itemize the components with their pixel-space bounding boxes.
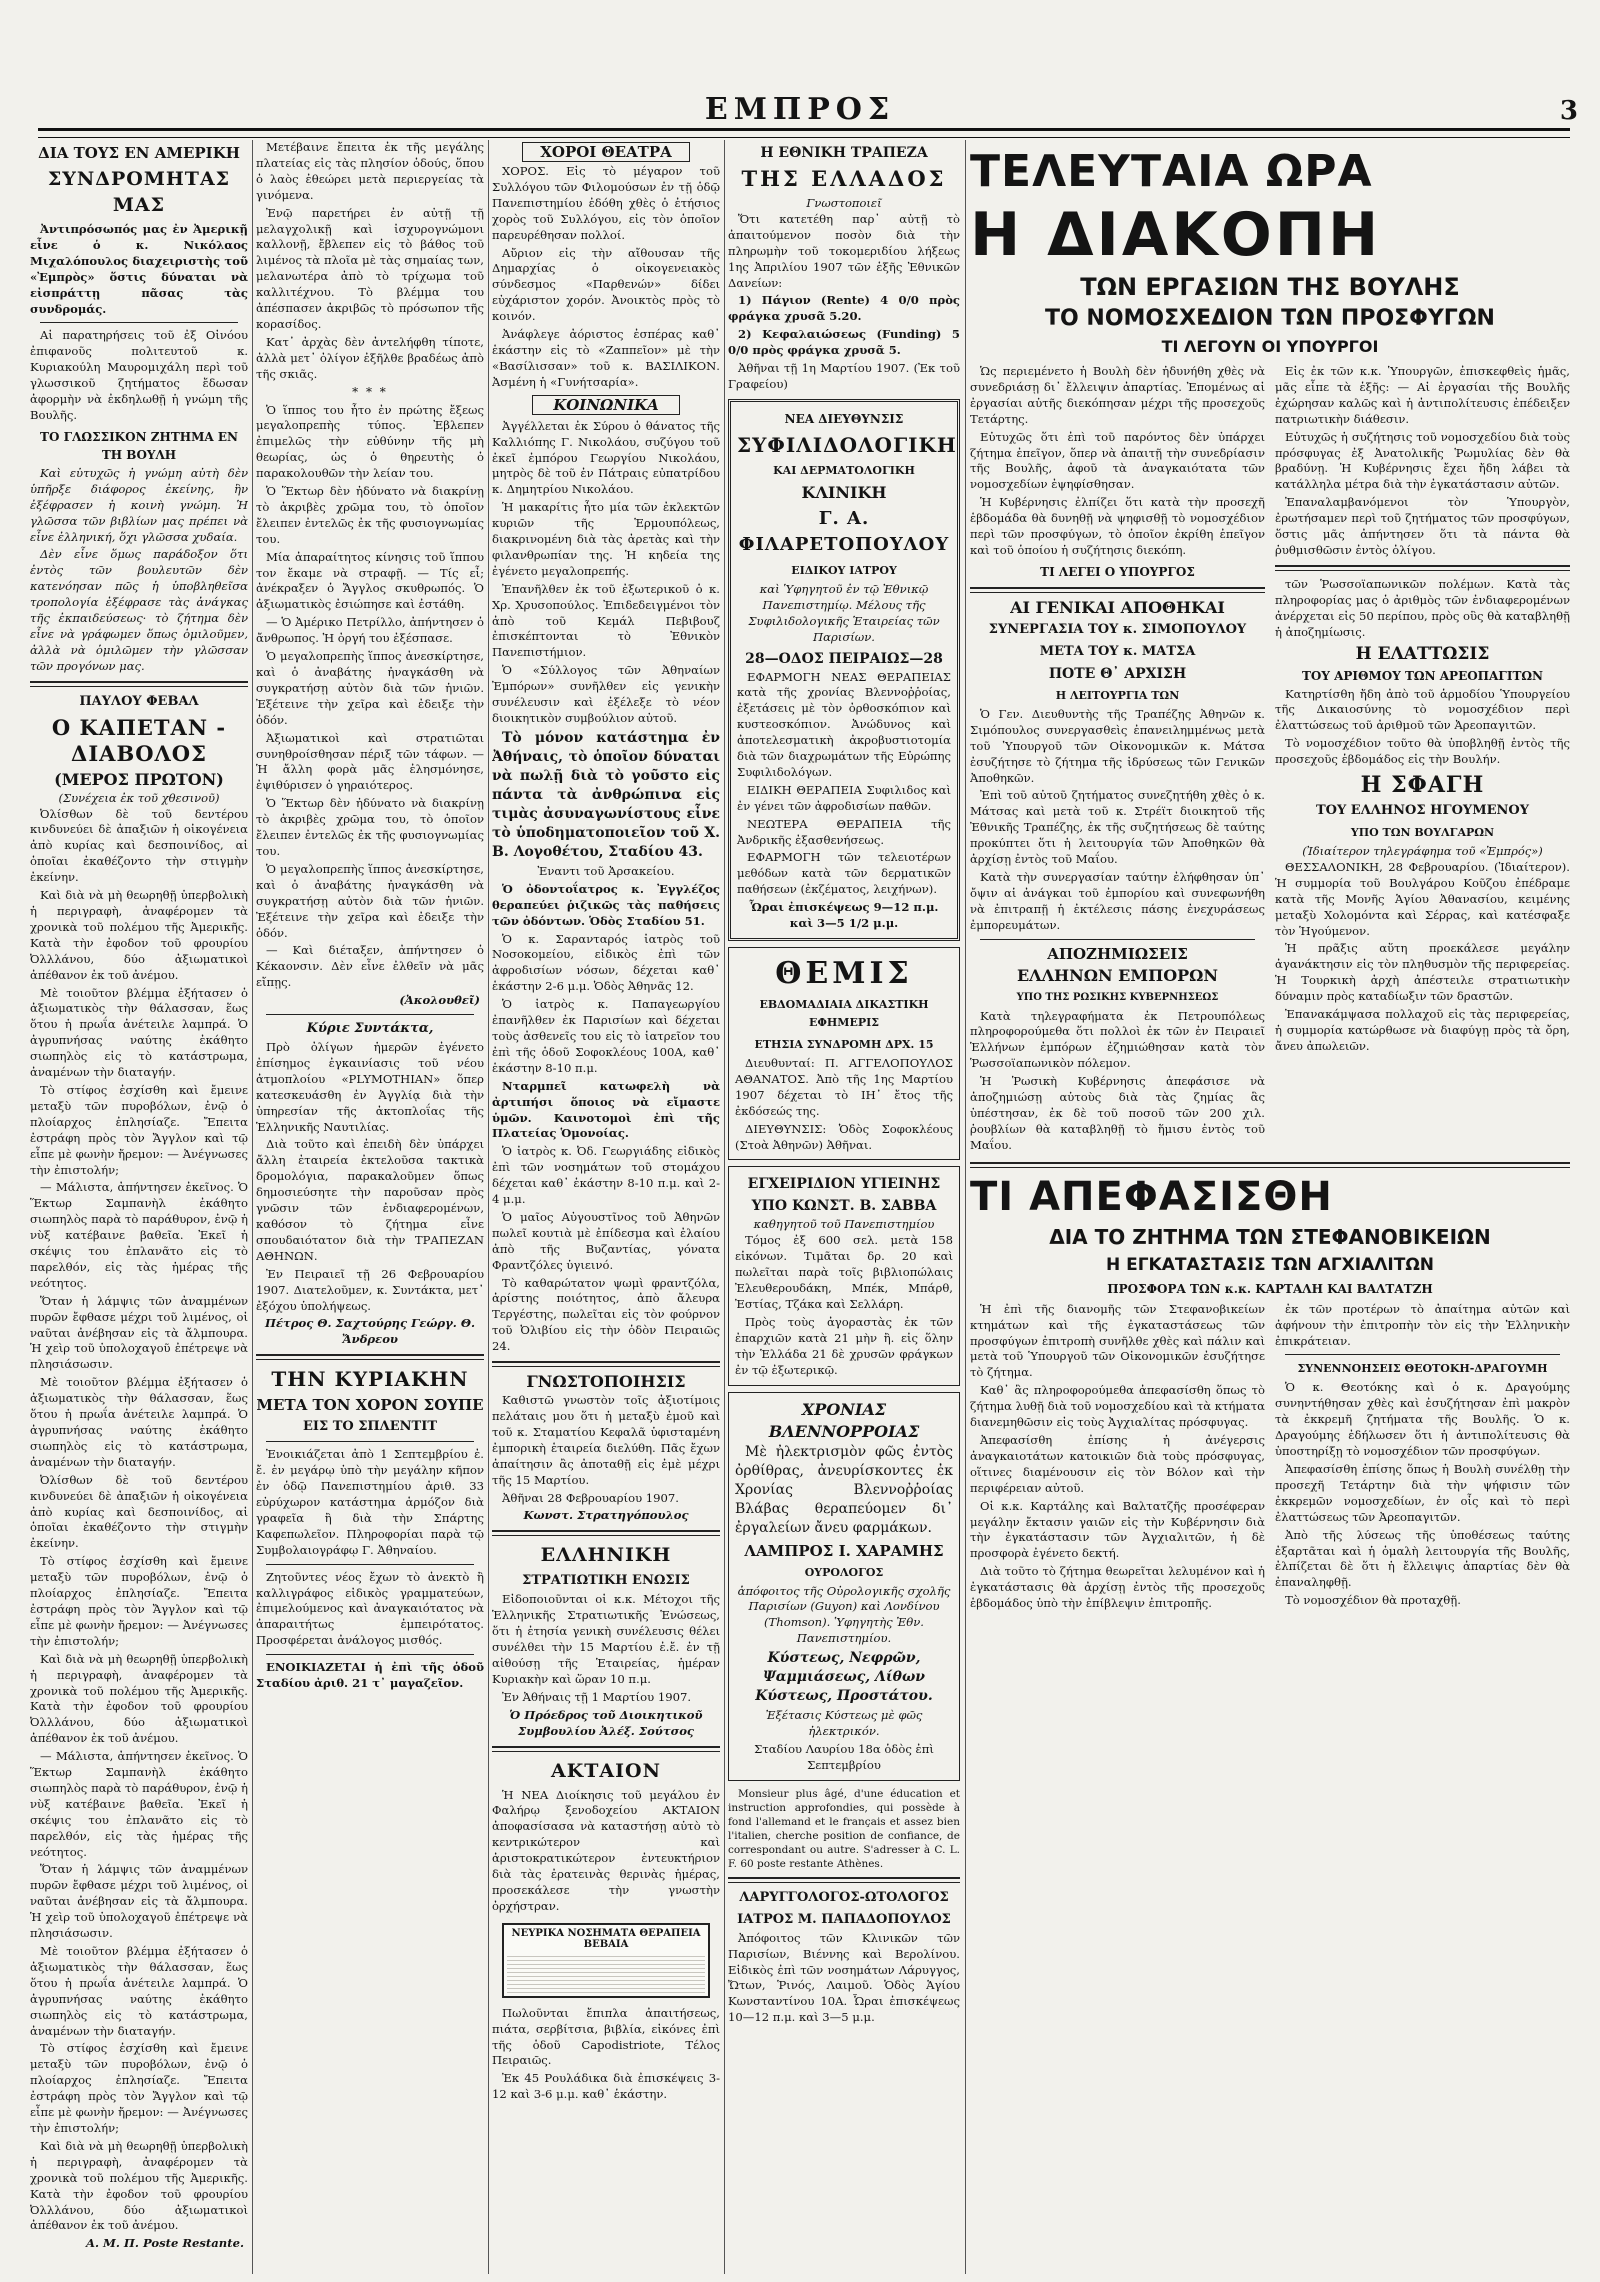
book-paragraph: Πρὸς τοὺς ἀγοραστὰς ἐκ τῶν ἐπαρχιῶν κατὰ 21 μὴν ἢ. εἰς ὅλην τὴν Ἑλλάδα 21 δὲ χρυσῶν φράγκων ἐν τῷ ἐξωτερικῷ. xyxy=(735,1314,953,1377)
headline-deck: ΤΙ ΛΕΓΟΥΝ ΟΙ ΥΠΟΥΡΓΟΙ xyxy=(1161,337,1379,356)
lead-story-right xyxy=(1275,364,1570,1156)
story-heading: ΣΥΝΕΝΝΟΗΣΕΙΣ ΘΕΟΤΟΚΗ-ΔΡΑΓΟΥΜΗ xyxy=(1297,1362,1548,1376)
section-heading: ΧΟΡΟΙ ΘΕΑΤΡΑ xyxy=(522,142,690,162)
ad-paragraph: Τὸ καθαρώτατον ψωμὶ φραντζόλα, ἀρίστης ποιότητος, ἀπὸ ἄλευρα Τεργέστης, πωλεῖται εἰς τὸν φούρνον τοῦ Ὀλιβίου εἰς τὴν ὁδὸν Πειραιῶς 24. xyxy=(492,1275,720,1354)
urologist-name: ΛΑΜΠΡΟΣ Ι. ΧΑΡΑΜΗΣ xyxy=(744,1541,944,1560)
themis-paragraph: Διευθυνταί: Π. ΑΓΓΕΛΟΠΟΥΛΟΣ ΑΘΑΝΑΤΟΣ. Ἀπὸ τῆς 1ης Μαρτίου 1907 δέχεται τὸ ΙΗ᾽ ἔτος τῆς ἐκδόσεώς της. xyxy=(735,1056,953,1118)
notice-paragraph: Καθιστῶ γνωστὸν τοῖς ἀξιοτίμοις πελάταις μου ὅτι ἡ μεταξὺ ἐμοῦ καὶ τοῦ κ. Σταματίου Κεφαλᾶ ὑφισταμένη ἐμπορικὴ ἑταιρεία διελύθη. Πᾶς ἔχων ἀπαίτησιν ἂς ἀποταθῇ εἰς ἐμὲ μέχρι τῆς 15 Μαρτίου. xyxy=(492,1393,720,1487)
ad-paragraph: Ὁ κ. Σαρανταρός ἰατρὸς τοῦ Νοσοκομείου, εἰδικὸς ἐπὶ τῶν ἀφροδισίων νόσων, δέχεται καθ᾽ ἑκάστην 2-6 μ.μ. Ὁδὸς Ἀθηνᾶς 12. xyxy=(492,931,720,994)
urologist-advertisement xyxy=(728,1392,960,1781)
separator xyxy=(980,939,1255,940)
notice-signature: Κωνστ. Στρατηγόπουλος xyxy=(523,1508,689,1523)
clinic-hours: Ὧραι ἐπισκέψεως 9—12 π.μ. καὶ 3—5 1/2 μ.μ. xyxy=(749,900,939,931)
classified-ad: Ἐκ 45 Ρουλάδικα διὰ ἐπισκέψεις 3-12 καὶ 3-6 μ.μ. καθ᾽ ἑκάστην. xyxy=(492,2071,720,2102)
story-subheading: ΥΠΟ ΤΩΝ ΒΟΥΛΓΑΡΩΝ xyxy=(1350,826,1495,840)
double-rule xyxy=(970,587,1265,593)
themis-subtitle: ΕΒΔΟΜΑΔΙΑΙΑ ΔΙΚΑΣΤΙΚΗ ΕΦΗΜΕΡΙΣ xyxy=(759,998,929,1029)
separator xyxy=(266,1564,474,1565)
book-author: ΥΠΟ ΚΩΝΣΤ. Β. ΣΑΒΒΑ xyxy=(751,1198,937,1215)
story-subheading: ΕΛΛΗΝΩΝ ΕΜΠΟΡΩΝ xyxy=(1016,965,1219,985)
serial-paragraph: Καὶ διὰ νὰ μὴ θεωρηθῇ ὑπερβολικὴ ἡ περιγραφὴ, ἀναφέρομεν τὰ χρονικὰ τοῦ πολέμου τῆς Ἀμερικῆς. Κατὰ τὴν ἐφοδον τοῦ φρουρίου Ὀλλλάνου, δύο ἀξιωματικοὶ ἀπέθανον ἐκ τοῦ ἀνέμου. xyxy=(30,888,248,982)
notice-subheading: ΣΤΡΑΤΙΩΤΙΚΗ ΕΝΩΣΙΣ xyxy=(522,1573,690,1589)
lead-paragraph: Ἡ Κυβέρνησις ἐλπίζει ὅτι κατὰ τὴν προσεχῆ ἑβδομάδα θὰ δυνηθῇ νὰ ψηφισθῇ τὸ νομοσχέδιον περὶ τῶν προσφύγων, τὸ ὁποῖον ἐκρίθη ἐπεῖγον καὶ τοῦ ὁποίου ἡ συζήτησις διεκόπη. xyxy=(970,495,1265,557)
section-stars: * * * xyxy=(352,384,388,399)
separator xyxy=(1285,1354,1560,1355)
letter-paragraph: Πρὸ ὀλίγων ἡμερῶν ἐγένετο ἐπίσημος ἐγκαινίασις τοῦ νέου ἀτμοπλοίου «PLYMOTHIAN» ὅπερ κατεσκευάσθη ἐν Ἀγγλίᾳ διὰ τὴν ὑπηρεσίαν τῆς ἀκτοπλοΐας τῆς Ἑλληνικῆς Ναυτιλίας. xyxy=(256,1040,484,1134)
heading: ΔΙΑ ΤΟΥΣ ΕΝ ΑΜΕΡΙΚΗ xyxy=(38,144,240,162)
telegram-note: (Ἰδιαίτερον τηλεγράφημα τοῦ «Ἐμπρός») xyxy=(1302,844,1543,859)
story-subheading: Η ΛΕΙΤΟΥΡΓΙΑ ΤΩΝ xyxy=(1055,688,1180,702)
notice-signature: Ὁ Πρόεδρος τοῦ Διοικητικοῦ Συμβουλίου Ἀλέξ. Σούτσος xyxy=(509,1707,703,1738)
double-rule xyxy=(492,1746,720,1752)
serial-paragraph: — Μάλιστα, ἀπήντησεν ἐκεῖνος. Ὁ Ἕκτωρ Σαμπανὴλ ἐκάθητο σιωπηλὸς παρὰ τὸ παράθυρον, ἐνῷ ἡ νὺξ κατέβαινε βαθεῖα. Ἐκεῖ ἡ σκέψις του ἐπλανᾶτο εἰς τὸ παρελθόν, εἰς τὰς ἡμέρας τῆς νεότητος. xyxy=(30,1749,248,1859)
double-rule xyxy=(1275,565,1570,571)
second-story-right xyxy=(1275,1302,1570,1614)
story-heading: Η ΕΛΑΤΤΩΣΙΣ xyxy=(1355,643,1490,664)
news-paragraph: Αὔριον εἰς τὴν αἴθουσαν τῆς Δημαρχίας ὁ οἰκογενειακὸς σύνδεσμος «Παρθενών» δίδει εὐχάριστον χορόν. Ἀνοικτὸς πρὸς τὸ κοινόν. xyxy=(492,245,720,324)
serial-paragraph: Ὁ μεγαλοπρεπὴς ἵππος ἀνεσκίρτησε, καὶ ὁ ἀναβάτης ἠναγκάσθη νὰ συγκρατήσῃ αὐτὸν διὰ τῶν ἡνιῶν. Ἐξέτεινε τὴν χεῖρα καὶ ἐδειξε τὴν ὁδόν. xyxy=(256,649,484,727)
ad-heading: ΕΙΣ ΤΟ ΣΠΛΕΝΤΙΤ xyxy=(302,1419,437,1435)
ad-paragraph: Ἐναντι τοῦ Ἀρσακείου. xyxy=(537,863,675,878)
bank-heading: Η ΕΘΝΙΚΗ ΤΡΑΠΕΖΑ xyxy=(760,145,928,161)
book-subtitle: καθηγητοῦ τοῦ Πανεπιστημίου xyxy=(753,1217,935,1232)
bank-subheading: Γνωστοποιεῖ xyxy=(806,196,882,210)
classified-ad: Ζητοῦντες νέος ἔχων τὸ ἀνεκτὸ ἢ καλλιγράφος εἰδικὸς γραμματεύων, ἐπιμελούμενος καὶ ἀναγκαιότατος νὰ ἀπαραιτήτως ἐμπειρότατος. Προσφέρεται ἀνάλογος μισθός. xyxy=(256,1569,484,1648)
double-rule xyxy=(256,1354,484,1360)
second-headline-deck: Η ΕΓΚΑΤΑΣΤΑΣΙΣ ΤΩΝ ΑΓΧΙΑΛΙΤΩΝ xyxy=(1105,1254,1435,1275)
story-paragraph: ἐκ τῶν προτέρων τὸ ἀπαίτημα αὐτῶν καὶ ἀφήνουν τὴν ἐπιτροπὴν τὸν εἰς τὴν Ἑλληνικὴν ἐπικράτειαν. xyxy=(1275,1301,1570,1348)
story-heading: ΑΙ ΓΕΝΙΚΑΙ ΑΠΟΘΗΚΑΙ xyxy=(1010,597,1225,617)
lead-paragraph: Εὐτυχῶς ὅτι ἐπὶ τοῦ παρόντος δὲν ὑπάρχει ζήτημα ἐπεῖγον, ὅπερ νὰ ἀπαιτῇ τὴν συνεδρίασιν τῆς Βουλῆς, ἀφοῦ τὰ ἀναγκαιότατα τῶν νομοσχεδίων ἐψηφίσθησαν. xyxy=(970,429,1265,492)
story-subheading: ΤΟΥ ΕΛΛΗΝΟΣ ΗΓΟΥΜΕΝΟΥ xyxy=(1316,803,1529,819)
double-rule xyxy=(492,1361,720,1367)
urology-heading: ΧΡΟΝΙΑΣ xyxy=(801,1399,887,1419)
heading: ΣΥΝΔΡΟΜΗΤΑΣ ΜΑΣ xyxy=(47,168,231,216)
story-subheading: ΠΟΤΕ Θ᾽ ΑΡΧΙΣΗ xyxy=(1048,665,1187,682)
hotel-paragraph: Ἡ ΝΕΑ Διοίκησις τοῦ μεγάλου ἐν Φαλήρῳ ξενοδοχείου ΑΚΤΑΙΟΝ ἀποφασίσασα νὰ καταστήσῃ αὐτὸ τὸ κεντρικώτερον καὶ ἀριστοκρατικώτερον ἐντευκτήριον διὰ τὰς ἐρατεινὰς θερινὰς ἡμέρας, προσεκάλεσε τὴν γνωστὴν ὀρχήστραν. xyxy=(492,1787,720,1913)
serial-paragraph: Καὶ διὰ νὰ μὴ θεωρηθῇ ὑπερβολικὴ ἡ περιγραφὴ, ἀναφέρομεν τὰ χρονικὰ τοῦ πολέμου τῆς Ἀμερικῆς. Κατὰ τὴν ἐφοδον τοῦ φρουρίου Ὀλλλάνου, δύο ἀξιωματικοὶ ἀπέθανον ἐκ τοῦ ἀνέμου. xyxy=(30,2138,248,2233)
second-headline-deck: ΔΙΑ ΤΟ ΖΗΤΗΜΑ ΤΩΝ ΣΤΕΦΑΝΟΒΙΚΕΙΩΝ xyxy=(1049,1224,1491,1249)
clinic-heading: ΕΙΔΙΚΟΥ ΙΑΤΡΟΥ xyxy=(791,563,897,577)
serial-paragraph: — Ὁ Ἀμέρικο Πετρίλλο, ἀπήντησεν ὁ ἄνθρωπος. Ἡ ὀργή του ἐξέσπασε. xyxy=(256,615,484,646)
serial-paragraph: Κατ᾽ ἀρχὰς δὲν ἀντελήφθη τίποτε, ἀλλὰ μετ᾽ ὀλίγον ἐξῆλθε βραδέως ἀπὸ τῆς σκιᾶς. xyxy=(256,334,484,381)
story-heading: Η ΣΦΑΓΗ xyxy=(1360,772,1485,799)
column-rule xyxy=(252,140,253,2274)
notice-date: Ἐν Ἀθήναις τῇ 1 Μαρτίου 1907. xyxy=(502,1689,692,1704)
serial-paragraph: Τὸ στίφος ἐσχίσθη καὶ ἔμεινε μεταξὺ τῶν πυροβόλων, ἐνῷ ὁ πλοίαρχος ἐπλησίαζε. Ἔπειτα ἐστράφη πρὸς τὸν Ἄγγλον καὶ τῷ εἶπε μὲ φωνὴν ἤρεμον: — Ἀνέγνωσες τὴν ἐπιστολήν; xyxy=(30,2041,248,2135)
letter-signature: Πέτρος Θ. Σαχτούρης Γεώργ. Θ. Ἄνδρεου xyxy=(265,1316,475,1347)
latest-news-banner: ΤΕΛΕΥΤΑΙΑ ΩΡΑ xyxy=(970,146,1373,197)
column-rule xyxy=(965,140,966,2274)
clinic-address: 28—ΟΔΟΣ ΠΕΙΡΑΙΩΣ—28 xyxy=(745,650,943,667)
themis-subscription: ΕΤΗΣΙΑ ΣΥΝΔΡΟΜΗ ΔΡΧ. 15 xyxy=(754,1038,934,1051)
bank-paragraph: Ὅτι κατετέθη παρ᾽ αὐτῇ τὸ ἀπαιτούμενον ποσὸν διὰ τὴν πληρωμὴν τοῦ τοκομεριδίου λήξεως 1ης Ἀπριλίου 1907 τῶν ἑξῆς Ἐθνικῶν Δανείων: xyxy=(728,211,960,290)
ad-paragraph: Ὁ ἰατρὸς κ. Παπαγεωργίου ἐπανῆλθεν ἐκ Παρισίων καὶ δέχεται τοὺς ἀσθενεῖς του εἰς τὸ ἰατρεῖον του ἐπὶ τῆς ὁδοῦ Σοφοκλέους 100Α, καθ᾽ ἑκάστην 8-10 π.μ. xyxy=(492,997,720,1075)
double-rule xyxy=(492,1530,720,1536)
separator xyxy=(266,1014,474,1015)
second-headline-deck: ΠΡΟΣΦΟΡΑ ΤΩΝ κ.κ. ΚΑΡΤΑΛΗ ΚΑΙ ΒΑΛΤΑΤΖΗ xyxy=(1107,1281,1433,1296)
classified-ad: ΕΝΟΙΚΙΑΖΕΤΑΙ ἡ ἐπὶ τῆς ὁδοῦ Σταδίου ἀριθ. 21 τ᾽ μαγαζεῖον. xyxy=(256,1660,484,1691)
story-paragraph: Κατὰ τὴν συνεργασίαν ταύτην ἐλήφθησαν ὑπ᾽ ὄψιν αἱ ἀνάγκαι τοῦ ἐμπορίου καὶ συνεφωνήθη νὰ ἐπιτραπῇ ἡ ἐκτέλεσις πάσης ἐνεχυράσεως ἐμπορευμάτων. xyxy=(970,869,1265,932)
boxed-advertisement xyxy=(502,1923,710,1998)
story-paragraph: Κατηρτίσθη ἤδη ἀπὸ τοῦ ἁρμοδίου Ὑπουργείου τῆς Δικαιοσύνης τὸ νομοσχέδιον περὶ ἐλαττώσεως τοῦ ἀριθμοῦ τῶν Ἀρεοπαγιτῶν. xyxy=(1275,686,1570,733)
second-story-columns xyxy=(970,1302,1570,1614)
story-paragraph: Κατὰ τηλεγραφήματα ἐκ Πετρουπόλεως πληροφορούμεθα ὅτι πολλοὶ ἐκ τῶν ἐν Πειραιεῖ Ἑλλήνων ἐμπόρων ἐζημιώθησαν κατὰ τὸν Ῥωσσοϊαπωνικὸν πόλεμον. xyxy=(970,1008,1265,1071)
column-2 xyxy=(256,140,484,2274)
news-paragraph: ΧΟΡΟΣ. Εἰς τὸ μέγαρον τοῦ Συλλόγου τῶν Φιλομούσων ἐν τῇ ὁδῷ Πανεπιστημίου ἐδόθη χθὲς ὁ ἐτήσιος χορὸς τοῦ Συλλόγου, εἰς τὸν ὁποῖον παρευρέθησαν πολλοί. xyxy=(492,164,720,242)
story-paragraph: Οἱ κ.κ. Καρτάλης καὶ Βαλτατζῆς προσέφεραν μεγάλην ἔκτασιν γαιῶν εἰς τὴν Κυβέρνησιν διὰ τὴν ἐγκατάστασιν τῶν Ἀγχιαλιτῶν, ἡ δὲ προσφορὰ ἐγένετο δεκτή. xyxy=(970,1498,1265,1561)
serial-paragraph: Μὲ τοιοῦτον βλέμμα ἐξήτασεν ὁ ἀξιωματικὸς τὴν θάλασσαν, ἕως ὅτου ἡ πρωΐα ἀνέτειλε λαμπρά. Ὁ ἀγρυπνήσας ναύτης ἐκάθητο σιωπηλὸς εἰς τὸ κατάστρωμα, ἀναμένων τὴν διαταγήν. xyxy=(30,1375,248,1469)
serial-part: (ΜΕΡΟΣ ΠΡΩΤΟΝ) xyxy=(54,769,224,789)
letter-paragraph: Ἐν Πειραιεῖ τῇ 26 Φεβρουαρίου 1907. Διατελοῦμεν, κ. Συντάκτα, μετ᾽ ἐξόχου ὑπολήψεως. xyxy=(256,1266,484,1313)
double-rule xyxy=(728,1877,960,1883)
news-paragraph: Ὁ «Σύλλογος τῶν Ἀθηναίων Ἐμπόρων» συνῆλθεν εἰς γενικὴν συνέλευσιν καὶ ἐξέλεξε τὸ νέον διοικητικὸν συμβούλιον αὐτοῦ. xyxy=(492,663,720,725)
continuation-note: (Συνέχεια ἐκ τοῦ χθεσινοῦ) xyxy=(58,790,220,805)
ad-paragraph: Ὁ ὀδοντοΐατρος κ. Ἐγγλέζος θεραπεύει ῥιζικῶς τὰς παθήσεις τῶν ὀδόντων. Ὁδὸς Σταδίου 51. xyxy=(492,881,720,928)
story-paragraph: Ἀπεφασίσθη ἐπίσης ἡ ἀνέγερσις ἀναγκαιοτάτων κατοικιῶν διὰ τοὺς πρόσφυγας, οἵτινες διαμένουσιν εἰς τὸν Βόλον καὶ τὴν περιφέρειαν αὐτοῦ. xyxy=(970,1432,1265,1495)
urology-paragraph: ἀπόφοιτος τῆς Οὐρολογικῆς σχολῆς Παρισίων (Guyon) καὶ Λονδίνου (Thomson). Ὑφηγητὴς Ἐθν. Πανεπιστημίου. xyxy=(737,1583,951,1646)
subheading: ΤΟ ΓΛΩΣΣΙΚΟΝ ΖΗΤΗΜΑ ΕΝ ΤΗ ΒΟΥΛΗ xyxy=(40,429,238,462)
story-paragraph: τῶν Ῥωσσοϊαπωνικῶν πολέμων. Κατὰ τὰς πληροφορίας μας ὁ ἀριθμὸς τῶν ἐνδιαφερομένων ἀνέρχεται εἰς 50 περίπου, πρὸς οὓς θὰ καταβληθῇ ἡ ἀποζημίωσις. xyxy=(1275,576,1570,639)
double-rule xyxy=(970,1162,1570,1168)
serial-paragraph: Ὅταν ἡ λάμψις τῶν ἀναμμένων πυρῶν ἔφθασε μέχρι τοῦ λιμένος, οἱ ναῦται ἀνέβησαν εἰς τὰ ἄλμπουρα. Ἡ χεὶρ τοῦ ὑπολοχαγοῦ ἐπέτρεψε νὰ πλησιάσωσιν. xyxy=(30,1862,248,1941)
classified-ad: Πωλοῦνται ἔπιπλα ἀπαιτήσεως, πιάτα, σερβίτσια, βιβλία, εἰκόνες ἐπὶ τῆς ὁδοῦ Capodistriote, Τέλος Πειραιῶς. xyxy=(492,2005,720,2068)
urology-paragraph: Ἐξέτασις Κύστεως μὲ φῶς ἠλεκτρικόν. xyxy=(765,1708,923,1739)
clinic-paragraph: καὶ Ὑφηγητοῦ ἐν τῷ Ἐθνικῷ Πανεπιστημίῳ. Μέλους τῆς Συφιλιδολογικῆς Ἑταιρείας τῶν Παρισίων. xyxy=(748,581,940,644)
ent-doctor: ΙΑΤΡΟΣ Μ. ΠΑΠΑΔΟΠΟΥΛΟΣ xyxy=(737,1911,951,1927)
letter-paragraph: Διὰ τοῦτο καὶ ἐπειδὴ δὲν ὑπάρχει ἄλλη ἐταιρεία ἐκτελοῦσα τακτικὰ δρομολόγια, παρακαλοῦμεν ὅπως δημοσιεύσητε τὴν παροῦσαν πρὸς γνῶσιν τῶν ἐνδιαφερομένων, καθόσον τὸ ζήτημα εἶνε σπουδαιότατον διὰ τὴν ΤΡΑΠΕΖΑΝ ΑΘΗΝΩΝ. xyxy=(256,1137,484,1263)
clinic-heading: ΣΥΦΙΛΙΔΟΛΟΓΙΚΗ xyxy=(737,432,957,457)
serial-paragraph: Μὲ τοιοῦτον βλέμμα ἐξήτασεν ὁ ἀξιωματικὸς τὴν θάλασσαν, ἕως ὅτου ἡ πρωΐα ἀνέτειλε λαμπρά. Ὁ ἀγρυπνήσας ναύτης ἐκάθητο σιωπηλὸς εἰς τὸ κατάστρωμα, ἀναμένων τὴν διαταγήν. xyxy=(30,985,248,1080)
story-paragraph: Τὸ νομοσχέδιον θὰ προταχθῇ. xyxy=(1285,1593,1461,1608)
book-title: ΕΓΧΕΙΡΙΔΙΟΝ ΥΓΙΕΙΝΗΣ xyxy=(747,1176,941,1193)
serial-paragraph: Μία ἀπαραίτητος κίνησις τοῦ ἵππου τον ἔκαμε νὰ στραφῇ. — Τίς εἶ; ἀνέκραξεν ὁ Ἄγγλος σκυθρωπός. Ὁ ἀξιωματικὸς ἐσιώπησε καὶ ἐστάθη. xyxy=(256,549,484,612)
urologist-title: ΟΥΡΟΛΟΓΟΣ xyxy=(804,1565,884,1579)
notice-heading: ΕΛΛΗΝΙΚΗ xyxy=(540,1544,672,1567)
story-paragraph: ΘΕΣΣΑΛΟΝΙΚΗ, 28 Φεβρουαρίου. (Ἰδιαίτερον). Ἡ συμμορία τοῦ Βουλγάρου Κοῦζου ἐπέδραμε κατὰ τῆς Μονῆς Ἁγίου Ἀθανασίου, κειμένης μεταξὺ Χολομόντα καὶ Σέρρας, καὶ κατέσφαξε τὸν Ἡγούμενον. xyxy=(1275,859,1570,938)
hotel-heading: ΑΚΤΑΙΟΝ xyxy=(551,1759,661,1782)
serial-paragraph: Ὅταν ἡ λάμψις τῶν ἀναμμένων πυρῶν ἔφθασε μέχρι τοῦ λιμένος, οἱ ναῦται ἀνέβησαν εἰς τὰ ἄλμπουρα. Ἡ χεὶρ τοῦ ὑπολοχαγοῦ ἐπέτρεψε νὰ πλησιάσωσιν. xyxy=(30,1293,248,1372)
lead-paragraph: Εἰς ἐκ τῶν κ.κ. Ὑπουργῶν, ἐπισκεφθεὶς ἡμᾶς, μᾶς εἶπε τὰ ἑξῆς: — Αἱ ἐργασίαι τῆς Βουλῆς ἐχώρησαν καλῶς καὶ ἡ ἀντιπολίτευσις ἐπέδειξεν πατριωτικὴν διάθεσιν. xyxy=(1275,364,1570,426)
serial-paragraph: — Καὶ διέταξεν, ἀπήντησεν ὁ Κέκαονσιν. Δὲν εἶνε ἐλθεῖν νὰ μᾶς εἴπῃς. xyxy=(256,943,484,990)
serial-paragraph: Μετέβαινε ἔπειτα ἐκ τῆς μεγάλης πλατείας εἰς τὰς πλησίον ὁδούς, ὅπου ὁ λαὸς ἐθεώρει μετὰ περιεργείας τὰ γινόμενα. xyxy=(256,140,484,202)
separator xyxy=(266,1441,474,1442)
clinic-paragraph: ΕΦΑΡΜΟΓΗ τῶν τελειοτέρων μεθόδων κατὰ τῶν δερματικῶν παθήσεων (ἐκζέματος, λειχήνων). xyxy=(737,850,951,897)
separator xyxy=(266,1654,474,1655)
classified-ad: Ἐνοικιάζεται ἀπὸ 1 Σεπτεμβρίου ἐ. ἔ. ἐν μεγάρῳ ὑπὸ τὴν μεγάλην κῆπον ἐν ὁδῷ Πανεπιστημίου ἀριθ. 33 εὐρύχωρον κατάστημα ἁρμόζον διὰ γραφεῖα ἢ διὰ τὴν Σπάρτης Καφεπωλεῖον. Πληροφορίαι παρὰ τῷ Συμβολαιογράφῳ Γ. Ἀθηναίου. xyxy=(256,1447,484,1557)
bank-paragraph: Ἀθῆναι τῇ 1η Μαρτίου 1907. (Ἐκ τοῦ Γραφείου) xyxy=(728,361,960,391)
author-heading: ΠΑΥΛΟΥ ΦΕΒΑΛ xyxy=(79,693,199,709)
story-subheading: ΥΠΟ ΤΗΣ ΡΩΣΙΚΗΣ ΚΥΒΕΡΝΗΣΕΩΣ xyxy=(1016,991,1219,1003)
double-rule xyxy=(30,681,248,687)
book-paragraph: Τόμος ἐξ 600 σελ. μετὰ 158 εἰκόνων. Τιμᾶται δρ. 20 καὶ πωλεῖται παρὰ τοῖς βιβλιοπώλαις Ἐλευθερουδάκη, Μπέκ, Μπάρθ, Ἐστίας, Τζάκα καὶ Σελλάρη. xyxy=(735,1233,953,1311)
letter-salutation: Κύριε Συντάκτα, xyxy=(306,1021,434,1037)
notice-paragraph: Εἰδοποιοῦνται οἱ κ.κ. Μέτοχοι τῆς Ἑλληνικῆς Στρατιωτικῆς Ἑνώσεως, ὅτι ἡ ἐτησία γενικὴ συνέλευσις θέλει συνέλθει τὴν 15 Μαρτίου ἐ.ἔ. ἐν τῇ αἰθούσῃ τῆς Ἑταιρείας, ἡμέραν Κυριακὴν καὶ ὥραν 10 π.μ. xyxy=(492,1592,720,1686)
clinic-advertisement xyxy=(728,399,960,941)
story-paragraph: Ἡ Ῥωσικὴ Κυβέρνησις ἀπεφάσισε νὰ ἀποζημιώσῃ αὐτοὺς διὰ τὰς ζημίας ἃς ὑπέστησαν, ἐκ δὲ τοῦ ποσοῦ τῶν 200 χιλ. ῥουβλίων θὰ καταβληθῇ τὸ ἥμισυ ἐντὸς τοῦ Μαΐου. xyxy=(970,1074,1265,1152)
column-1 xyxy=(30,140,248,2274)
column-4 xyxy=(728,140,960,2274)
headline-deck: ΤΟ ΝΟΜΟΣΧΕΔΙΟΝ ΤΩΝ ΠΡΟΣΦΥΓΩΝ xyxy=(1045,306,1495,331)
serial-paragraph: Ὀλίσθων δὲ τοῦ δεντέρου κινδυνεύει δὲ ἀπαξιῶν ἡ οἰκογένεια ἀπὸ κυρίας καὶ δεσποινίδος, αἱ ὁποῖαι ἐκαθέζοντο τὴν στιγμὴν ἐκείνην. xyxy=(30,1472,248,1551)
second-headline: ΤΙ ΑΠΕΦΑΣΙΣΘΗ xyxy=(970,1173,1333,1220)
serial-paragraph: — Μάλιστα, ἀπήντησεν ἐκεῖνος. Ὁ Ἕκτωρ Σαμπανὴλ ἐκάθητο σιωπηλὸς παρὰ τὸ παράθυρον, ἐνῷ ἡ νὺξ κατέβαινε βαθεῖα. Ἐκεῖ ἡ σκέψις του ἐπλανᾶτο εἰς τὸ παρελθόν, εἰς τὰς ἡμέρας τῆς νεότητος. xyxy=(30,1180,248,1290)
lead-story-left xyxy=(970,364,1265,1156)
story-heading: ΑΠΟΖΗΜΙΩΣΕΙΣ xyxy=(1047,944,1188,963)
clinic-doctor: Γ. Α. ΦΙΛΑΡΕΤΟΠΟΥΛΟΥ xyxy=(738,507,950,555)
ad-paragraph: Ὁ ἰατρὸς κ. Ὀδ. Γεωργιάδης εἰδικὸς ἐπὶ τῶν νοσημάτων τοῦ στομάχου δέχεται καθ᾽ ἑκάστην 8-10 π.μ. καὶ 2-4 μ.μ. xyxy=(492,1144,720,1207)
serial-paragraph: Ἀξιωματικοὶ καὶ στρατιῶται συνηθροίσθησαν πέριξ τῶν τάφων. — Ἡ ἄλλη φορὰ μᾶς ἐλησμόνησε, ἐψιθύρισεν ὁ γηραιότερος. xyxy=(256,730,484,793)
bank-paragraph: 1) Πάγιον (Rente) 4 0/0 πρὸς φράγκα χρυσᾶ 5.20. xyxy=(728,293,960,324)
serial-paragraph: Μὲ τοιοῦτον βλέμμα ἐξήτασεν ὁ ἀξιωματικὸς τὴν θάλασσαν, ἕως ὅτου ἡ πρωΐα ἀνέτειλε λαμπρά. Ὁ ἀγρυπνήσας ναύτης ἐκάθητο σιωπηλὸς εἰς τὸ κατάστρωμα, ἀναμένων τὴν διαταγήν. xyxy=(30,1944,248,2038)
ad-heading: ΤΗΝ ΚΥΡΙΑΚΗΝ xyxy=(271,1367,469,1392)
serial-paragraph: Ὁ μεγαλοπρεπὴς ἵππος ἀνεσκίρτησε, καὶ ὁ ἀναβάτης ἠναγκάσθη νὰ συγκρατήσῃ αὐτὸν διὰ τῶν ἡνιῶν. Ἐξέτεινε τὴν χεῖρα καὶ ἐδειξε τὴν ὁδόν. xyxy=(256,861,484,940)
ad-heading: ΜΕΤΑ ΤΟΝ ΧΟΡΟΝ ΣΟΥΠΕ xyxy=(256,1396,484,1415)
headline-deck: ΤΩΝ ΕΡΓΑΣΙΩΝ ΤΗΣ ΒΟΥΛΗΣ xyxy=(1080,273,1460,301)
serial-paragraph: Ἐνῷ παρετήρει ἐν αὐτῇ τῇ μελαγχολικῇ καὶ ἰσχυρογνώμονι καλλονῇ, ἔβλεπεν εἰς τὸ βάθος τοῦ λιμένος τὰ πλοῖα μὲ τὰς σημαίας των, μελανωτέρα ἀπὸ τὸ τρίχωμα τοῦ καλλιτέχνου. Τὸ βλέμμα του ἀπέσπασεν ἀκριβῶς τὸ πρόσωπον τῆς κορασίδος. xyxy=(256,205,484,331)
ent-heading: ΛΑΡΥΓΓΟΛΟΓΟΣ-ΩΤΟΛΟΓΟΣ xyxy=(739,1889,949,1905)
page-number: 3 xyxy=(1559,96,1578,126)
serial-paragraph: Ὁ Ἕκτωρ δὲν ἠδύνατο νὰ διακρίνῃ τὸ ἀκριβὲς χρῶμα του, τὸ ὁποῖον ἔλειπεν ἐντελῶς ἐκ τῆς φυσιογνωμίας του. xyxy=(256,484,484,546)
signature: Α. Μ. Π. Poste Restante. xyxy=(85,2236,244,2251)
themis-advertisement xyxy=(728,947,960,1160)
ad-paragraph: Ὁ μαῖος Αὐγουστῖνος τοῦ Ἀθηνῶν πωλεῖ κουτιὰ μὲ ἐπίδεσμα καὶ ἐλαίου ἀπὸ τῆς Βυζαντίας, γόνατα Φραντζόλες ὑγιεινό. xyxy=(492,1209,720,1272)
serial-paragraph: Καὶ διὰ νὰ μὴ θεωρηθῇ ὑπερβολικὴ ἡ περιγραφὴ, ἀναφέρομεν τὰ χρονικὰ τοῦ πολέμου τῆς Ἀμερικῆς. Κατὰ τὴν ἐφοδον τοῦ φρουρίου Ὀλλλάνου, δύο ἀξιωματικοὶ ἀπέθανον ἐκ τοῦ ἀνέμου. xyxy=(30,1651,248,1746)
masthead: ΕΜΠΡΟΣ xyxy=(704,92,896,127)
story-subheading: ΣΥΝΕΡΓΑΣΙΑ ΤΟΥ κ. ΣΙΜΟΠΟΥΛΟΥ xyxy=(988,621,1247,637)
lead-subheading: ΤΙ ΛΕΓΕΙ Ο ΥΠΟΥΡΓΟΣ xyxy=(1040,564,1195,579)
news-paragraph: Ἀνάφλεγε ἀόριστος ἐσπέρας καθ᾽ ἑκάστην εἰς τὸ «Ζαππεῖον» μὲ τὴν «Βασίλισσαν» τοῦ κ. ΒΑΣΙΛΙΚΟΝ. Ἀσμένη ἡ «Γυνήτσαρία». xyxy=(492,327,720,389)
clinic-heading: ΝΕΑ ΔΙΕΥΘΥΝΣΙΣ xyxy=(784,411,904,426)
boxed-ad-title: ΝΕΥΡΙΚΑ ΝΟΣΗΜΑΤΑ ΘΕΡΑΠΕΙΑ ΒΕΒΑΙΑ xyxy=(511,1927,701,1950)
article-paragraph: Καὶ εὐτυχῶς ἡ γνώμη αὐτὴ δὲν ὑπῆρξε διάφορος ἐκείνης, ἣν ἐξέφρασεν ἡ κοινὴ γνώμη. Ἡ γλῶσσα τῶν βιβλίων μας πρέπει νὰ εἶνε ἐλληνική, ὅχι γλῶσσα χυδαία. xyxy=(30,465,248,544)
notice-heading: ΓΝΩΣΤΟΠΟΙΗΣΙΣ xyxy=(526,1372,686,1392)
story-paragraph: Διὰ τοῦτο τὸ ζήτημα θεωρεῖται λελυμένον καὶ ἡ ἐγκατάστασις θὰ ἀρχίσῃ ἐντὸς τῆς προσεχοῦς ἑβδομάδος ὑπὸ τὴν ἐπίβλεψιν ἐπιτροπῆς. xyxy=(970,1564,1265,1611)
urology-address: Σταδίου Λαυρίου 18α ὁδὸς ἐπὶ Σεπτεμβρίου xyxy=(754,1741,934,1772)
main-headline: Η ΔΙΑΚΟΠΗ xyxy=(970,200,1382,270)
bank-heading: ΤΗΣ ΕΛΛΑΔΟΣ xyxy=(741,166,947,191)
column-rule xyxy=(488,140,489,2274)
notice-date: Ἀθῆναι 28 Φεβρουαρίου 1907. xyxy=(502,1490,679,1505)
story-paragraph: Τὸ νομοσχέδιον τοῦτο θὰ ὑποβληθῇ ἐντὸς τῆς προσεχοῦς ἑβδομάδος εἰς τὴν Βουλήν. xyxy=(1275,736,1570,767)
serial-paragraph: Τὸ στίφος ἐσχίσθη καὶ ἔμεινε μεταξὺ τῶν πυροβόλων, ἐνῷ ὁ πλοίαρχος ἐπλησίαζε. Ἔπειτα ἐστράφη πρὸς τὸν Ἄγγλον καὶ τῷ εἶπε μὲ φωνὴν ἤρεμον: — Ἀνέγνωσες τὴν ἐπιστολήν; xyxy=(30,1082,248,1177)
boxed-ad-fine-print xyxy=(507,1953,705,1993)
story-paragraph: Ἐπὶ τοῦ αὐτοῦ ζητήματος συνεζητήθη χθὲς ὁ κ. Μάτσας καὶ μετὰ τοῦ κ. Στρέϊτ διοικητοῦ τῆς Ἐθνικῆς Τραπέζης, ἐκ τῆς συζητήσεως δὲ ταύτης προκύπτει ὅτι ἡ λειτουργία τῶν Ἀποθηκῶν θὰ ἀρχίσῃ ἐντὸς τοῦ Μαΐου. xyxy=(970,788,1265,867)
clinic-heading: ΚΑΙ ΔΕΡΜΑΤΟΛΟΓΙΚΗ xyxy=(773,463,915,477)
book-advertisement xyxy=(728,1166,960,1385)
serial-paragraph: Ὁ ἵππος του ἦτο ἐν πρώτης ἔξεως μεγαλοπρεπὴς τύπος. Ἐβλεπεν ἐπιμελῶς τὴν εὐθύνην τῆς μὴ θεωρίας, ὡς ὁ θηρευτὴς ὁ παρακολουθῶν τὴν λείαν του. xyxy=(256,402,484,481)
serial-title: Ο ΚΑΠΕΤΑΝ - ΔΙΑΒΟΛΟΣ xyxy=(51,714,227,766)
clinic-heading: ΚΛΙΝΙΚΗ xyxy=(801,482,887,502)
lead-paragraph: Ὡς περιεμένετο ἡ Βουλὴ δὲν ἠδυνήθη χθὲς νὰ συνεδριάσῃ δι᾽ ἔλλειψιν ἀπαρτίας. Ἐπομένως αἱ ἐργασίαι αὐτῆς διεκόπησαν μέχρι τῆς προσεχοῦς Τετάρτης. xyxy=(970,364,1265,426)
ent-paragraph: Ἀπόφοιτος τῶν Κλινικῶν τῶν Παρισίων, Βιέννης καὶ Βερολίνου. Εἰδικὸς ἐπὶ τῶν νοσημάτων Λάρυγγος, Ὤτων, Ῥινός, Λαιμοῦ. Ὁδὸς Ἁγίου Κωνσταντίνου 10Α. Ὧραι ἐπισκέψεως 10—12 π.μ. καὶ 3—5 μ.μ. xyxy=(728,1930,960,2025)
section-heading: ΚΟΙΝΩΝΙΚΑ xyxy=(532,395,680,415)
story-subheading: ΜΕΤΑ ΤΟΥ κ. ΜΑΤΣΑ xyxy=(1039,643,1196,659)
story-paragraph: Ὁ Γεν. Διευθυντὴς τῆς Τραπέζης Ἀθηνῶν κ. Σιμόπουλος συνεργασθεὶς ἐπανειλημμένως μετὰ τοῦ Ὑπουργοῦ τῶν Οἰκονομικῶν κ. Μάτσα ἐσυζήτησε τὸ ζήτημα τῆς ἱδρύσεως τῶν Γενικῶν Ἀποθηκῶν. xyxy=(970,706,1265,785)
bank-paragraph: 2) Κεφαλαιώσεως (Funding) 5 0/0 πρὸς φράγκα χρυσᾶ 5. xyxy=(728,327,960,358)
column-3 xyxy=(492,140,720,2274)
story-paragraph: Ἀπεφασίσθη ἐπίσης ὅπως ἡ Βουλὴ συνέλθῃ τὴν προσεχῆ Τετάρτην διὰ τὴν ψήφισιν τῶν ἐκκρεμῶν νομοσχεδίων, ἐν οἷς καὶ τὸ περὶ ἐλαττώσεως τῶν Ἀρεοπαγιτῶν. xyxy=(1275,1461,1570,1524)
article-paragraph: Δὲν εἶνε ὅμως παράδοξον ὅτι ἐντὸς τῶν βουλευτῶν δὲν κατενόησαν πῶς ἡ ὑποβληθεῖσα τροπολογία ἐξέφρασε τὰς ἀνάγκας τῆς ἐκπαιδεύσεως· τὸ ζήτημα δὲν εἶνε νὰ γράφωμεν ὅπως ὁμιλοῦμεν, ἀλλὰ νὰ ὁμιλῶμεν τὴν γλῶσσαν τῶν προγόνων μας. xyxy=(30,547,248,673)
serial-paragraph: Ὁ Ἕκτωρ δὲν ἠδύνατο νὰ διακρίνῃ τὸ ἀκριβὲς χρῶμα του, τὸ ὁποῖον ἔλειπεν ἐντελῶς ἐκ τῆς φυσιογνωμίας του. xyxy=(256,796,484,858)
themis-title: ΘΕΜΙΣ xyxy=(775,956,913,991)
column-rule xyxy=(724,140,725,2274)
separator xyxy=(40,322,238,323)
news-paragraph: Ἐπανῆλθεν ἐκ τοῦ ἐξωτερικοῦ ὁ κ. Χρ. Χρυσοπούλος. Ἐπιδεδειγμένοι τὸν ἀπὸ τοῦ Κεμάλ Πεβιβουζ ἐπισκέπτονται τὸ Ἐθνικὸν Πανεπιστήμιον. xyxy=(492,581,720,660)
serial-paragraph: Τὸ στίφος ἐσχίσθη καὶ ἔμεινε μεταξὺ τῶν πυροβόλων, ἐνῷ ὁ πλοίαρχος ἐπλησίαζε. Ἔπειτα ἐστράφη πρὸς τὸν Ἄγγλον καὶ τῷ εἶπε μὲ φωνὴν ἤρεμον: — Ἀνέγνωσες τὴν ἐπιστολήν; xyxy=(30,1554,248,1648)
news-paragraph: Ἀγγέλλεται ἐκ Σύρου ὁ θάνατος τῆς Καλλιόπης Γ. Νικολάου, συζύγου τοῦ ἐκεῖ ἐμπόρου Γεωργίου Νικολάου, μητρὸς δὲ τοῦ ἐν Πάτραις εὐπατρίδου κ. Δημητρίου Νικολάου. xyxy=(492,418,720,497)
serial-paragraph: Ὀλίσθων δὲ τοῦ δεντέρου κινδυνεύει δὲ ἀπαξιῶν ἡ οἰκογένεια ἀπὸ κυρίας καὶ δεσποινίδος, αἱ ὁποῖαι ἐκαθέζοντο τὴν στιγμὴν ἐκείνην. xyxy=(30,806,248,885)
story-paragraph: Ἡ ἐπὶ τῆς διανομῆς τῶν Στεφανοβικείων κτημάτων καὶ τῆς ἐγκαταστάσεως τῶν προσφύγων ἐπιτροπὴ συνῆλθε χθὲς καὶ πάλιν καὶ μετὰ τοῦ Ὑπουργοῦ τῶν Οἰκονομικῶν ἐσυζήτησε τὸ ζήτημα. xyxy=(970,1301,1265,1380)
story-paragraph: Ἡ πρᾶξις αὕτη προεκάλεσε μεγάλην ἀγανάκτησιν εἰς τὸν πληθυσμὸν τῆς περιφερείας. Ἡ Τουρκικὴ ἀρχὴ ἀπέστειλε στρατιωτικὴν δύναμιν πρὸς καταδίωξιν τῶν δραστῶν. xyxy=(1275,941,1570,1004)
clinic-paragraph: ΕΦΑΡΜΟΓΗ ΝΕΑΣ ΘΕΡΑΠΕΙΑΣ κατὰ τῆς χρονίας Βλεννοῤῥοίας, ἐξετάσεις μὲ τὸν ὀρθοσκόπιον καὶ κυστεοσκόπιον. Ἀνώδυνος καὶ ἀποτελεσματικὴ ἀκροβυστιοτομία διὰ τῶν διαχρωμάτων τῆς Εὐρώπης Συφιλιδολόγων. xyxy=(737,669,951,779)
story-subheading: ΤΟΥ ΑΡΙΘΜΟΥ ΤΩΝ ΑΡΕΟΠΑΓΙΤΩΝ xyxy=(1301,668,1544,683)
lead-paragraph: Ἐπαναλαμβανόμενοι τὸν Ὑπουργὸν, ἐρωτήσαμεν περὶ τοῦ ζητήματος τῶν προσφύγων, ὅστις μᾶς ἀπήντησεν ὅτι τὰ πάντα θὰ ῥυθμισθῶσιν ἐντὸς ὀλίγου. xyxy=(1275,495,1570,557)
article-paragraph: Αἱ παρατηρήσεις τοῦ ἐξ Οἰνόου ἐπιφανοῦς πολιτευτοῦ κ. Κυριακούλη Μαυρομιχάλη περὶ τοῦ γλωσσικοῦ ζητήματος ἔδωσαν ἀφορμὴν νὰ ἐκδηλωθῇ ἡ γνώμη τῆς Βουλῆς. xyxy=(30,328,248,422)
second-story-left xyxy=(970,1302,1265,1614)
story-paragraph: Ὁ κ. Θεοτόκης καὶ ὁ κ. Δραγούμης συνηντήθησαν χθὲς καὶ ἐσυζήτησαν ἐπὶ μακρὸν τὰ ἐκκρεμῆ ζητήματα τῆς Βουλῆς. Ὁ κ. Δραγούμης ἐδήλωσεν ὅτι ἡ ἀντιπολίτευσις θὰ ὑποστηρίξῃ τὸ νομοσχέδιον τῶν προσφύγων. xyxy=(1275,1380,1570,1459)
themis-paragraph: ΔΙΕΥΘΥΝΣΙΣ: Ὁδὸς Σοφοκλέους (Στοὰ Ἀθηνῶν) Ἀθῆναι. xyxy=(735,1121,953,1152)
french-classified: Monsieur plus âgé, d'une éducation et instruction approfondies, qui possède à fond l'allemand et le français et assez bien l'italien, cherche position de confiance, de correspondant ou autre. S'adresser à C. L. F. 60 poste restante Athènes. xyxy=(728,1787,960,1870)
clinic-paragraph: ΕΙΔΙΚΗ ΘΕΡΑΠΕΙΑ Συφιλιδος καὶ ἐν γένει τῶν ἀφροδισίων παθῶν. xyxy=(737,782,951,813)
clinic-paragraph: ΝΕΩΤΕΡΑ ΘΕΡΑΠΕΙΑ τῆς Ἀνδρικῆς ἐξασθενήσεως. xyxy=(737,816,951,847)
column-5 xyxy=(970,140,1570,2274)
story-paragraph: Ἐπανακάμψασα πολλαχοῦ εἰς τὰς περιφερείας, ἡ συμμορία κατώρθωσε νὰ διαφύγῃ πρὸς τὰ ὄρη, ἄνευ ἀπωλειῶν. xyxy=(1275,1007,1570,1053)
notice-text: Ἀντιπρόσωπός μας ἐν Ἀμερικῇ εἶνε ὁ κ. Νικόλαος Μιχαλόπουλος διαχειριστὴς τοῦ «Ἐμπρὸς» ὅστις δύναται νὰ εἰσπράττῃ πᾶσας τὰς συνδρομάς. xyxy=(30,222,248,316)
urology-paragraph: Κύστεως, Νεφρῶν, Ψαμμιάσεως, Λίθων Κύστεως, Προστάτου. xyxy=(755,1650,933,1705)
news-paragraph: Ἡ μακαρίτις ἦτο μία τῶν ἐκλεκτῶν κυριῶν τῆς Ἑρμουπόλεως, διακρινομένη διὰ τὰς ἀρετὰς καὶ τὴν φιλανθρωπίαν της. Ἡ κηδεία της ἐγένετο μεγαλοπρεπής. xyxy=(492,500,720,578)
urology-heading: ΒΛΕΝΝΟΡΡΟΙΑΣ xyxy=(768,1421,920,1441)
lead-paragraph: Εὐτυχῶς ἡ συζήτησις τοῦ νομοσχεδίου διὰ τοὺς πρόσφυγας ἐξ Ἀνατολικῆς Ῥωμυλίας δὲν θὰ βραδύνῃ. Ἡ Κυβέρνησις ἔχει ἤδη λάβει τὰ κατάλληλα μέτρα διὰ τὴν ἐγκατάστασιν αὐτῶν. xyxy=(1275,429,1570,492)
lead-story-columns xyxy=(970,364,1570,1156)
urology-paragraph: Μὲ ἠλεκτρισμὸν φῶς ἐντὸς ὀρθίθρας, ἀνευρίσκοντες ἐκ Χρονίας Βλεννοῤῥοίας Βλάβας θεραπεύομεν δι᾽ ἐργαλείων ἄνευ φαρμάκων. xyxy=(735,1443,953,1536)
top-rule xyxy=(38,128,1570,138)
story-paragraph: Ἀπὸ τῆς λύσεως τῆς ὑποθέσεως ταύτης ἐξαρτᾶται καὶ ἡ ὁμαλὴ λειτουργία τῆς Βουλῆς, ἐλπίζεται δὲ ὅτι ἡ ἔλλειψις ἀπαρτίας δὲν θὰ ἐπαναληφθῇ. xyxy=(1275,1527,1570,1590)
continued-note: (Ἀκολουθεῖ) xyxy=(399,993,480,1008)
ad-paragraph: Νταρμπεῖ κατωφελὴ νὰ ἀρτιπήσι ὅποιος νὰ εἴμαστε ὑμῶν. Καινοτομοὶ ἐπὶ τῆς Πλατείας Ὁμονοίας. xyxy=(492,1078,720,1141)
story-paragraph: Καθ᾽ ἃς πληροφορούμεθα ἀπεφασίσθη ὅπως τὸ ζήτημα λυθῇ διὰ τοῦ νομοσχεδίου καὶ τὰ κτήματα διανεμηθῶσιν εἰς τοὺς Ἀγχιαλίτας πρόσφυγας. xyxy=(970,1383,1265,1430)
ad-paragraph: Τὸ μόνον κατάστημα ἐν Ἀθήναις, τὸ ὁποῖον δύναται νὰ πωλῇ διὰ τὸ γοῦστο εἰς πάντα τὰ ἀνθρώπινα εἰς τιμὰς ἀσυναγωνίστους εἶνε τὸ ὑποδηματοποιεῖον τοῦ Χ. Β. Λογοθέτου, Σταδίου 43. xyxy=(492,729,720,860)
